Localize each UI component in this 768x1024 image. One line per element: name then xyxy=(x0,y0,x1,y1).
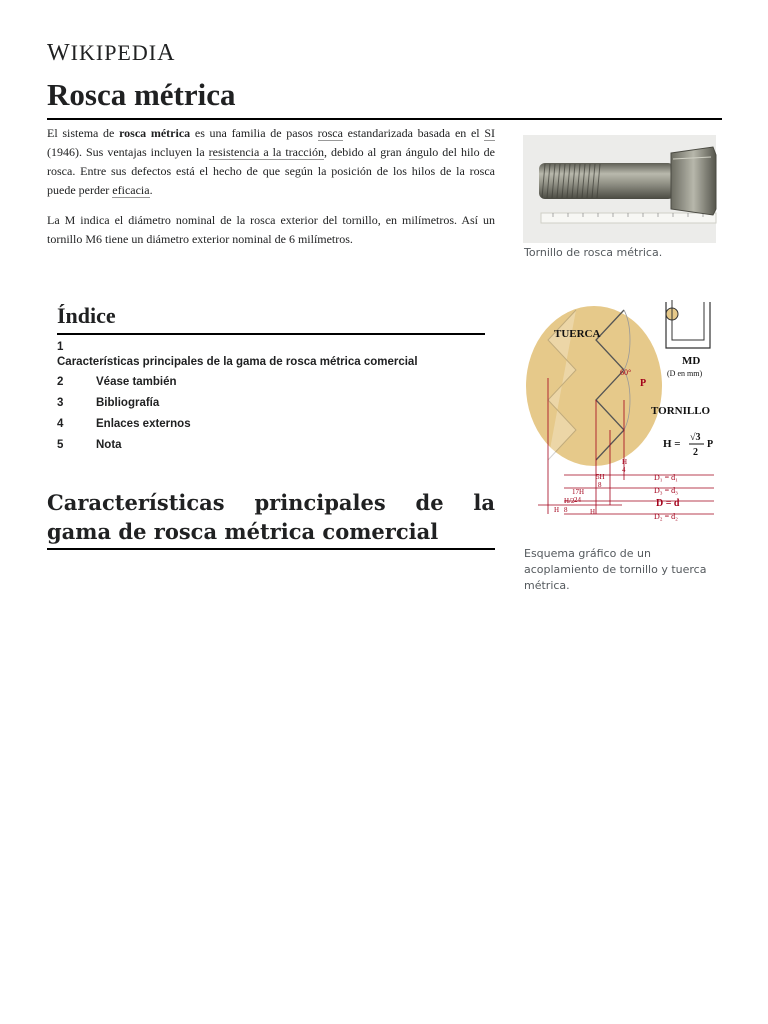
diagram-h4-top: H xyxy=(622,458,628,466)
diagram-h-label: H xyxy=(590,508,596,516)
diagram-d1-label: D₁ = d₁ xyxy=(654,473,678,482)
diagram-5h-bot: 8 xyxy=(598,481,602,489)
diagram-17h-bot: 24 xyxy=(574,496,581,504)
diagram-two: 2 xyxy=(693,447,698,458)
diagram-17h-top: 17H xyxy=(572,488,585,496)
link-si[interactable]: SI xyxy=(484,126,495,140)
diagram-h-formula: H = xyxy=(663,438,681,450)
toc-item-1[interactable]: 1 Características principales de la gama de rosca métrica comercial xyxy=(57,341,418,368)
diagram-p2: P xyxy=(707,439,714,450)
thread-diagram[interactable] xyxy=(524,300,720,521)
diagram-h4-bot: 4 xyxy=(622,466,626,474)
diagram-tornillo-label: TORNILLO xyxy=(651,405,711,417)
link-resistencia-traccion[interactable]: resistencia a la tracción xyxy=(208,145,324,159)
diagram-d-label: D = d xyxy=(656,498,680,509)
diagram-h8-top: H xyxy=(554,506,560,514)
diagram-d2-label: D₂ = d₂ xyxy=(654,512,678,521)
diagram-tuerca-label: TUERCA xyxy=(554,328,601,340)
table-of-contents xyxy=(57,340,487,459)
diagram-md-label: MD xyxy=(682,355,701,367)
wikipedia-logo[interactable]: WIKIPEDIA xyxy=(47,40,176,66)
diagram-angle-label: 60° xyxy=(620,368,632,377)
diagram-p-label: P xyxy=(640,378,647,389)
link-rosca[interactable]: rosca xyxy=(317,126,343,140)
diagram-h2-label: H/2 xyxy=(564,497,575,505)
diagram-md-units: (D en mm) xyxy=(667,369,703,378)
toc-item-3[interactable]: 3 Bibliografía xyxy=(57,397,160,409)
caption-bolt-photo: Tornillo de rosca métrica. xyxy=(524,246,663,259)
intro-paragraph-2: La M indica el diámetro nominal de la rosca exterior del tornillo, en milímetros. Así un tornillo M6 tiene un diámetro exterior nominal de 6 milímetros. xyxy=(47,213,495,246)
caption-thread-diagram: Esquema gráfico de un acoplamiento de tornillo y tuerca métrica. xyxy=(524,547,707,592)
diagram-sqrt3: √3 xyxy=(690,432,701,443)
diagram-h8-bot: 8 xyxy=(564,506,568,514)
intro-paragraph-1: El sistema de rosca métrica es una familia de pasos rosca estandarizada basada en el SI (1946). Sus ventajas incluyen la resistencia a la tracción, debido al gran ángulo del hilo de rosca. Entre sus defectos está el hecho de que según la posición de los hilos de la rosca puede perder eficacia. xyxy=(47,126,495,197)
diagram-5h-top: 5H xyxy=(596,473,605,481)
toc-title: Índice xyxy=(57,302,485,335)
link-eficacia[interactable]: eficacia xyxy=(112,183,150,197)
page-title: Rosca métrica xyxy=(47,76,722,120)
toc-item-4[interactable]: 4 Enlaces externos xyxy=(57,418,191,430)
section-heading: Características principales de la gama de rosca métrica comercial xyxy=(47,488,495,550)
toc-item-2[interactable]: 2 Véase también xyxy=(57,376,177,388)
toc-item-5[interactable]: 5 Nota xyxy=(57,439,122,451)
intro-text xyxy=(47,124,495,260)
bolt-photo[interactable] xyxy=(523,135,716,243)
diagram-d3-label: D₃ = d₃ xyxy=(654,486,678,495)
